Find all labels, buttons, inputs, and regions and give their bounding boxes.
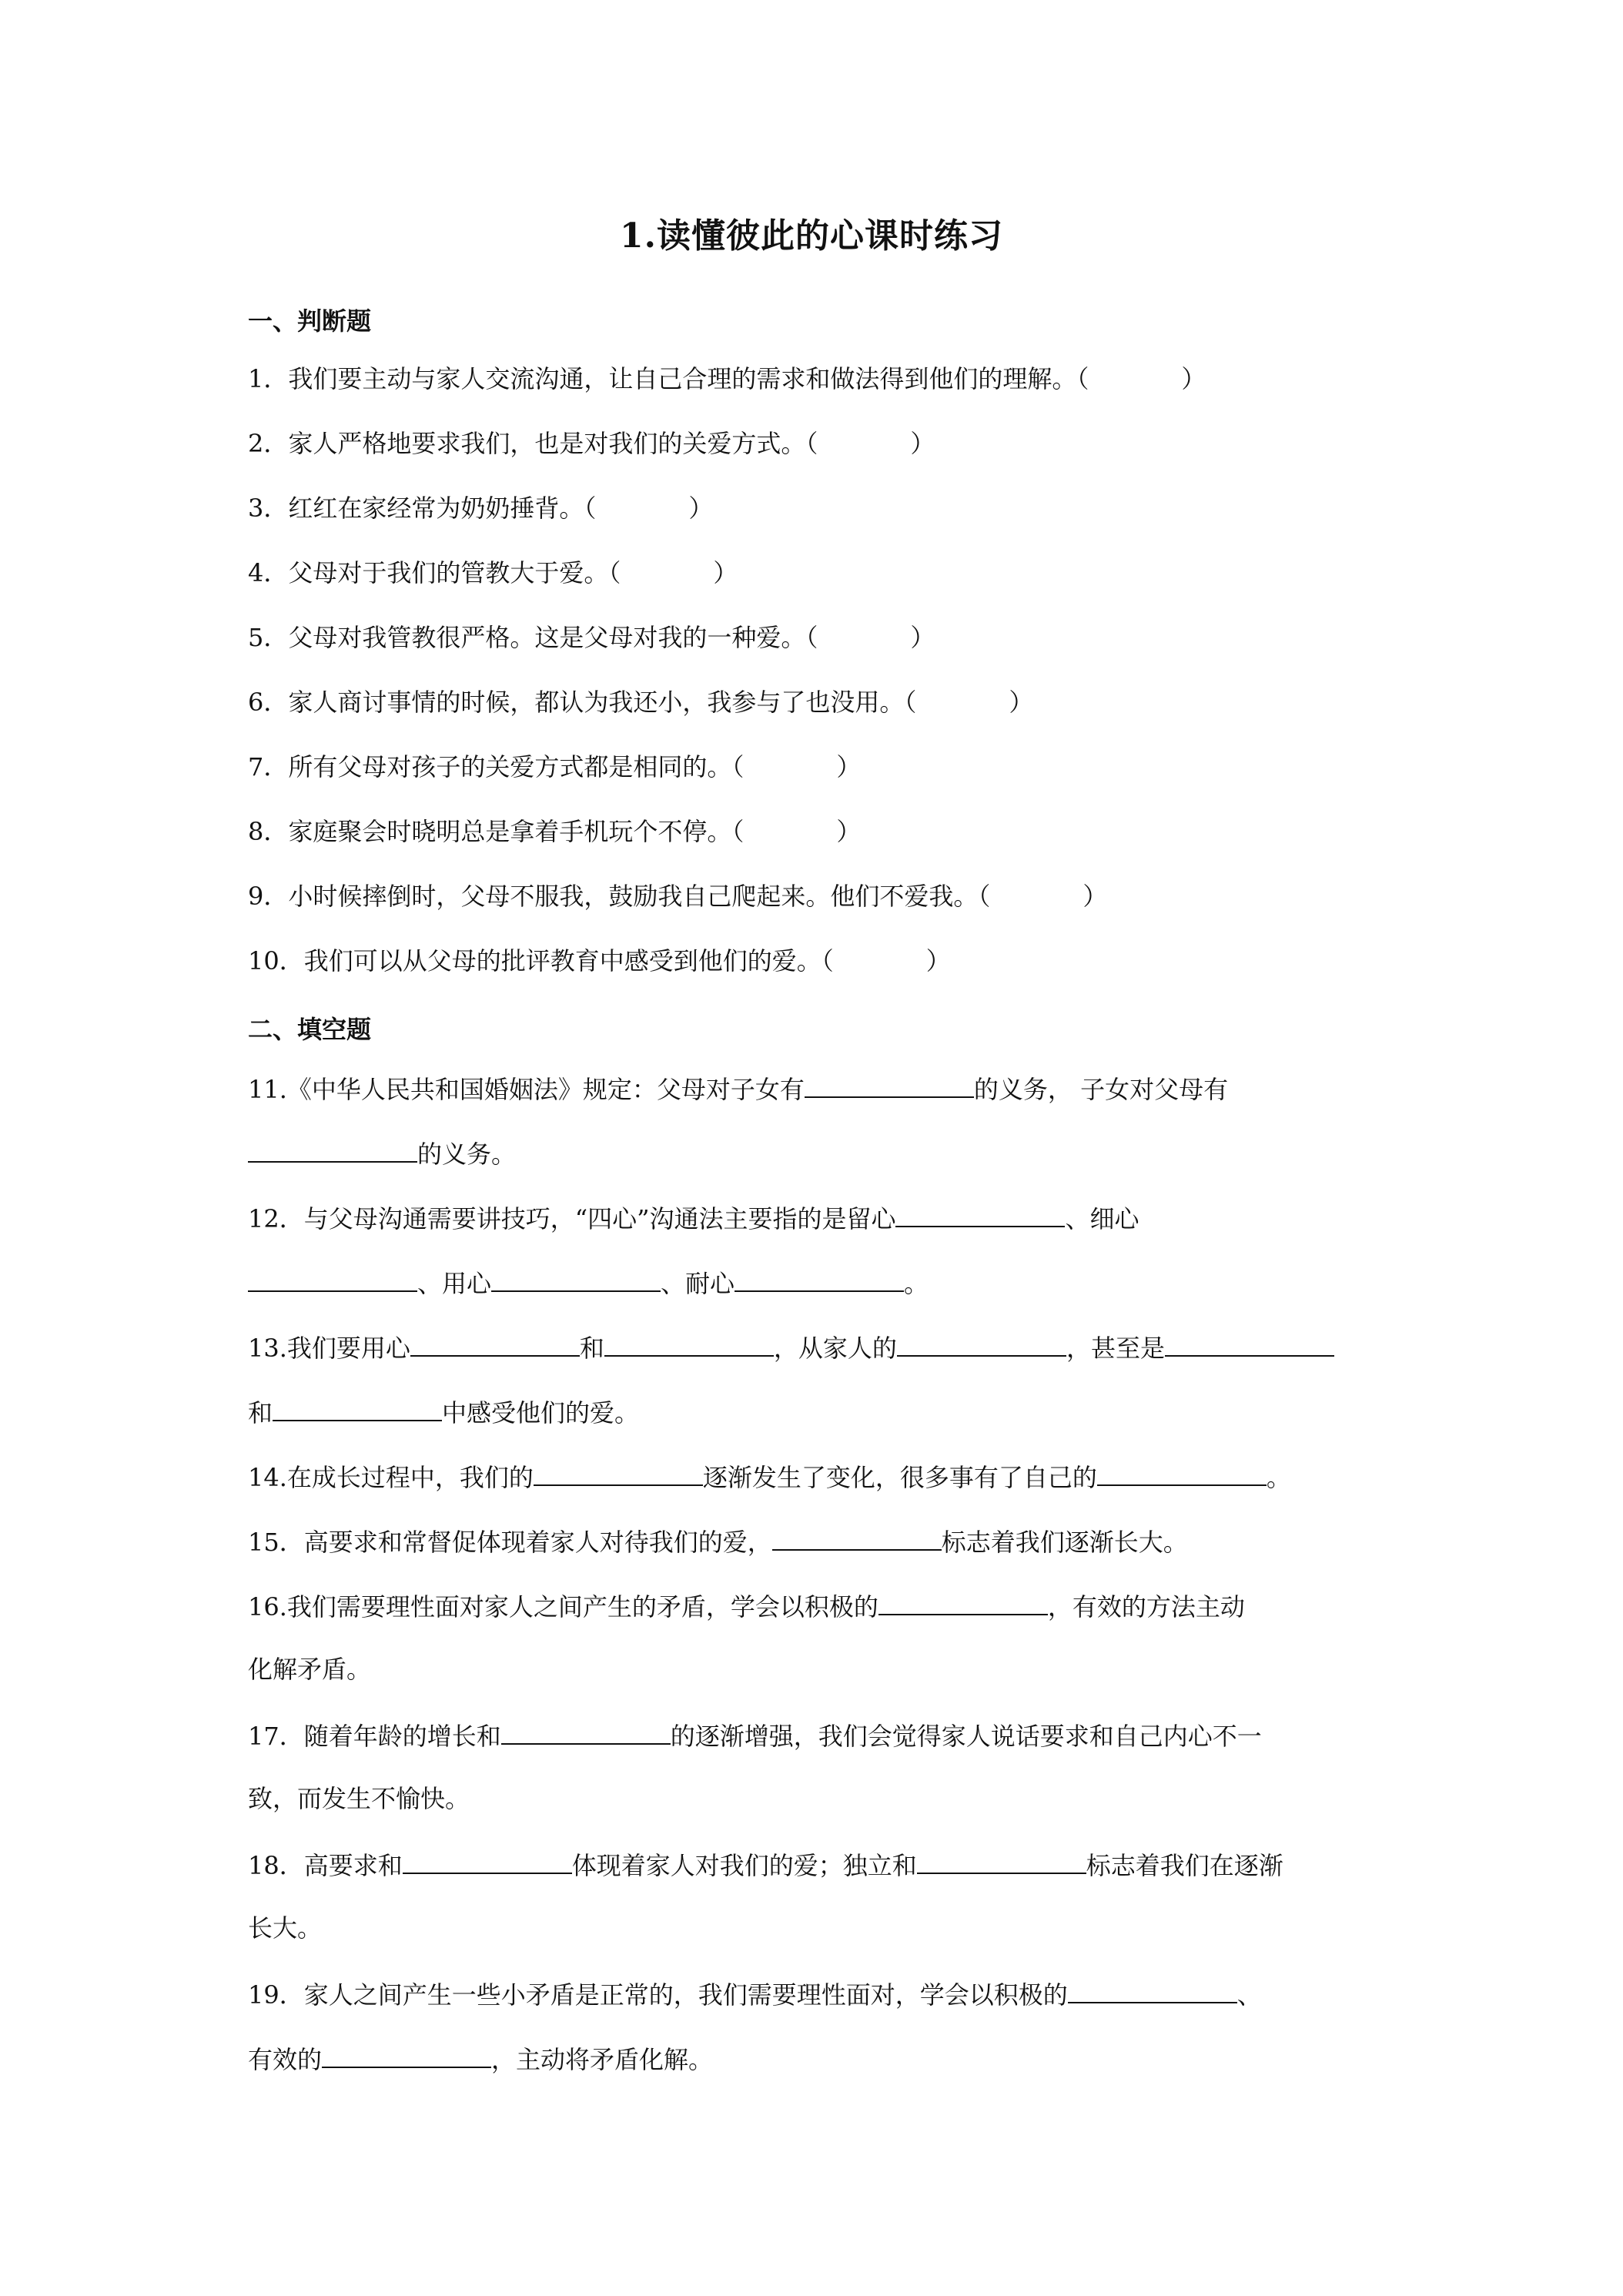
close-paren: ） [836, 752, 862, 782]
question-text: 11.《中华人民共和国婚姻法》规定：父母对子女有 [248, 1075, 805, 1104]
fill-question-12 [248, 1201, 1139, 1234]
question-number: 1． [248, 364, 289, 393]
close-paren: ） [1009, 688, 1034, 717]
answer-blank [735, 1266, 904, 1292]
question-text: 有效的 [248, 2045, 323, 2074]
fill-question-11 [248, 1072, 1228, 1105]
close-paren: ） [910, 623, 935, 652]
answer-blank [273, 1395, 442, 1421]
judge-question-3 [248, 493, 713, 524]
question-text: 、细心 [1065, 1204, 1139, 1233]
question-number: 8． [248, 817, 289, 846]
question-number: 10． [248, 946, 304, 976]
question-text: 。 [904, 1269, 929, 1298]
question-text: 15．高要求和常督促体现着家人对待我们的爱， [248, 1528, 772, 1557]
judge-question-10 [248, 946, 951, 976]
fill-question-18 [248, 1848, 1283, 1881]
section-heading-fill: 二、填空题 [248, 1015, 372, 1044]
judge-question-7 [248, 751, 861, 782]
question-text: 13.我们要用心 [248, 1334, 410, 1363]
answer-blank [403, 1848, 572, 1874]
answer-blank [805, 1072, 974, 1098]
question-number: 2． [248, 429, 289, 458]
fill-question-16-cont [248, 1654, 371, 1685]
close-paren: ） [688, 494, 714, 523]
judge-question-5 [248, 622, 935, 653]
close-paren: ） [1181, 364, 1206, 393]
answer-blank [248, 1266, 417, 1292]
close-paren: ） [910, 429, 935, 458]
question-text: 家人商讨事情的时候，都认为我还小，我参与了也没用。（ [288, 688, 917, 717]
fill-question-18-cont [248, 1913, 322, 1943]
question-text: ，甚至是 [1066, 1334, 1165, 1363]
close-paren: ） [1083, 882, 1108, 911]
question-text: 的义务， 子女对父母有 [973, 1075, 1229, 1104]
answer-blank [604, 1330, 774, 1357]
close-paren: ） [713, 558, 738, 587]
question-text: 的逐渐增强，我们会觉得家人说话要求和自己内心不一 [670, 1722, 1262, 1751]
question-text: ，有效的方法主动 [1047, 1592, 1245, 1622]
fill-question-17-cont [248, 1783, 470, 1814]
answer-blank [878, 1589, 1048, 1615]
question-text: 我们要主动与家人交流沟通，让自己合理的需求和做法得到他们的理解。（ [288, 364, 1089, 393]
section-heading-judge: 一、判断题 [248, 306, 372, 336]
answer-blank [534, 1460, 703, 1486]
question-number: 5． [248, 623, 289, 652]
question-text: 体现着家人对我们的爱；独立和 [571, 1851, 917, 1880]
question-text: 所有父母对孩子的关爱方式都是相同的。（ [288, 752, 745, 782]
question-text: ，主动将矛盾化解。 [491, 2045, 714, 2074]
answer-blank [410, 1330, 580, 1357]
question-number: 9． [248, 882, 289, 911]
answer-blank [501, 1719, 671, 1745]
question-text: 父母对于我们的管教大于爱。（ [288, 558, 621, 587]
question-text: 逐渐发生了变化，很多事有了自己的 [702, 1463, 1097, 1492]
fill-question-16 [248, 1589, 1245, 1622]
fill-question-14 [248, 1460, 1291, 1493]
question-text: 和 [579, 1334, 604, 1363]
question-number: 3． [248, 494, 289, 523]
answer-blank [1165, 1330, 1334, 1357]
close-paren: ） [925, 946, 951, 976]
question-text: 家人严格地要求我们，也是对我们的关爱方式。（ [288, 429, 818, 458]
fill-question-15 [248, 1525, 1188, 1558]
question-text: 长大。 [248, 1913, 323, 1943]
question-text: 12．与父母沟通需要讲技巧，“四心”沟通法主要指的是留心 [248, 1204, 896, 1233]
question-text: 、 [1236, 1980, 1262, 2010]
question-text: 16.我们需要理性面对家人之间产生的矛盾，学会以积极的 [248, 1592, 878, 1622]
fill-question-11-cont [248, 1136, 516, 1170]
question-text: 标志着我们逐渐长大。 [941, 1528, 1188, 1557]
question-text: 17．随着年龄的增长和 [248, 1722, 501, 1751]
answer-blank [772, 1525, 942, 1551]
question-text: 、耐心 [661, 1269, 735, 1298]
close-paren: ） [836, 817, 862, 846]
fill-question-19-cont [248, 2042, 713, 2075]
question-number: 7． [248, 752, 289, 782]
fill-question-13-cont [248, 1395, 639, 1428]
fill-question-13 [248, 1330, 1334, 1364]
answer-blank [248, 1136, 417, 1163]
fill-question-12-cont [248, 1266, 929, 1299]
question-text: 我们可以从父母的批评教育中感受到他们的爱。（ [303, 946, 834, 976]
question-text: 致，而发生不愉快。 [248, 1784, 470, 1813]
answer-blank [1068, 1977, 1237, 2003]
fill-question-17 [248, 1719, 1262, 1752]
judge-question-4 [248, 557, 738, 588]
question-text: 19．家人之间产生一些小矛盾是正常的，我们需要理性面对，学会以积极的 [248, 1980, 1068, 2010]
page-title: 1.读懂彼此的心课时练习 [620, 216, 1003, 256]
question-text: 的义务。 [417, 1140, 517, 1169]
answer-blank [895, 1201, 1065, 1227]
judge-question-1 [248, 363, 1206, 394]
judge-question-6 [248, 687, 1033, 718]
answer-blank [491, 1266, 661, 1292]
question-text: 红红在家经常为奶奶捶背。（ [288, 494, 597, 523]
answer-blank [917, 1848, 1086, 1874]
question-text: 父母对我管教很严格。这是父母对我的一种爱。（ [288, 623, 818, 652]
question-number: 6． [248, 688, 289, 717]
question-text: 中感受他们的爱。 [442, 1398, 640, 1427]
fill-question-19 [248, 1977, 1262, 2010]
question-text: 、用心 [417, 1269, 492, 1298]
question-text: 小时候摔倒时，父母不服我，鼓励我自己爬起来。他们不爱我。（ [288, 882, 991, 911]
question-text: 化解矛盾。 [248, 1655, 372, 1684]
question-text: 和 [248, 1398, 273, 1427]
question-text: 。 [1266, 1463, 1291, 1492]
answer-blank [1097, 1460, 1267, 1486]
judge-question-9 [248, 881, 1107, 912]
question-number: 4． [248, 558, 289, 587]
question-text: 18．高要求和 [248, 1851, 403, 1880]
question-text: 14.在成长过程中，我们的 [248, 1463, 534, 1492]
answer-blank [322, 2042, 491, 2068]
answer-blank [897, 1330, 1066, 1357]
question-text: ，从家人的 [773, 1334, 897, 1363]
question-text: 家庭聚会时晓明总是拿着手机玩个不停。（ [288, 817, 745, 846]
judge-question-2 [248, 428, 935, 459]
judge-question-8 [248, 816, 861, 847]
question-text: 标志着我们在逐渐 [1086, 1851, 1283, 1880]
